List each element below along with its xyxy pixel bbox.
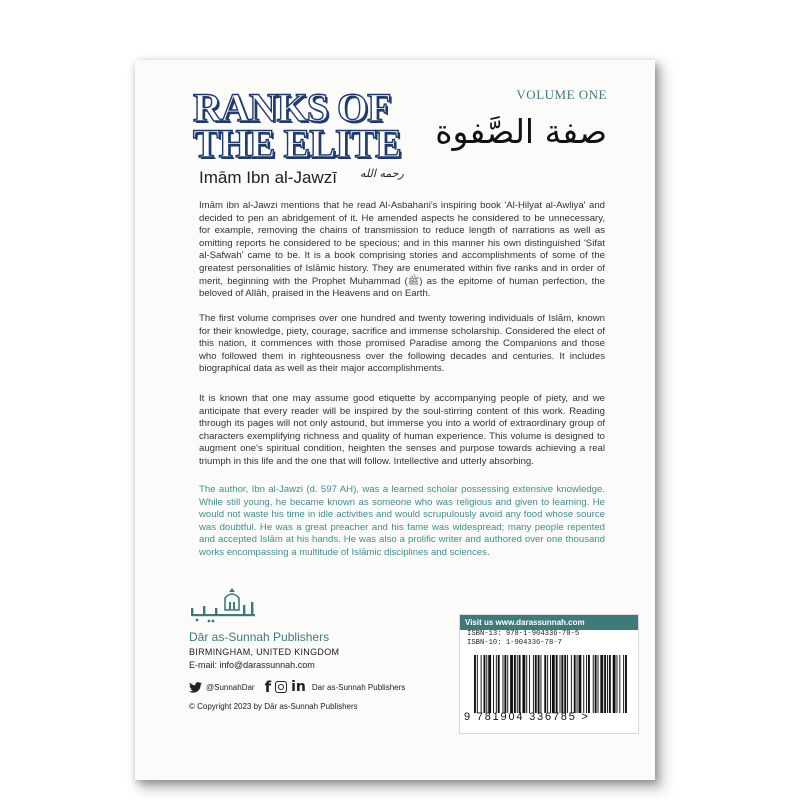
barcode-panel [459, 614, 639, 734]
description-paragraph-2: The first volume comprises over one hundred and twenty towering individuals of Islām, known for their knowledge, piety, courage, sacrifice and immense scholarship. Considered the elect of this nation, it commences with those promised Paradise among the Companions and those who followed them in righteousness over the following decades and centuries. It includes biographical data as well as their major accomplishments. [199, 313, 605, 375]
author-bio-paragraph: The author, Ibn al-Jawzi (d. 597 AH), was a learned scholar possessing extensive knowledge. While still young, he became known as someone who was religious and given to learning. He would not waste his time in idle activities and would scrupulously avoid any food whose source was doubtful. He was a great preacher and his fame was widespread; many people repented and accepted Islām at his hands. He was also a prolific writer and authored over one thousand works encompassing a multitude of Islāmic disciplines and sciences. [199, 484, 605, 558]
publisher-email: E-mail: info@darassunnah.com [189, 660, 315, 670]
facebook-icon[interactable]: f [264, 678, 272, 696]
volume-label: VOLUME ONE [516, 87, 607, 102]
title-line-2: THE ELITE [193, 121, 401, 166]
barcode-digits: 9 781904 336785 > [464, 711, 590, 723]
title-line-1: RANKS OF [193, 85, 391, 130]
publisher-logo [185, 588, 260, 628]
publisher-location: BIRMINGHAM, UNITED KINGDOM [189, 647, 340, 657]
isbn-13: ISBN-13: 978-1-904336-78-5 [467, 630, 580, 638]
publisher-name: Dār as-Sunnah Publishers [189, 630, 330, 644]
book-back-cover [135, 60, 655, 780]
instagram-icon[interactable] [275, 681, 287, 693]
website-link[interactable]: Visit us www.darassunnah.com [460, 615, 638, 630]
twitter-handle[interactable]: @SunnahDar [206, 682, 255, 692]
description-paragraph-3: It is known that one may assume good etiquette by accompanying people of piety, and we anticipate that every reader will be inspired by the soul-stirring content of this work. Reading through its pages will not only astound, but immerse you into a world of extraordinary group of characters exemplifying richness and quality of human experience. This volume is designed to augment one's spiritual condition, heighten the senses and purpose towards achieving a real triumph in this life and the one that will follow. Intellective and utterly absorbing. [199, 393, 605, 467]
social-account-name[interactable]: Dar as-Sunnah Publishers [311, 682, 406, 692]
author-honorific: رحمه الله [360, 167, 404, 180]
isbn-10: ISBN-10: 1-904336-78-7 [467, 639, 562, 647]
arabic-title: صفة الصَّفوة [435, 112, 607, 151]
author-name: Imām Ibn al-Jawzī [199, 168, 337, 187]
description-paragraph-1: Imām ibn al-Jawzi mentions that he read Al-Asbahani's inspiring book 'Al-Ḥilyat al-Awliya' and decided to pen an abridgement of it. He amended aspects he considered to be unnecessary, for example, removing the chains of transmission to reduce length of narrations as well as omitting reports he considered to be specious; and in this manner his own distinguished 'Ṣifat al-Ṣafwah' came to be. It is a book comprising stories and accomplishments of some of the greatest personalities of Islāmic history. They are enumerated within five ranks and in order of merit, beginning with the Prophet Muḥammad (ﷺ) as the epitome of human perfection, the beloved of Allāh, praised in the Heavens and on Earth. [199, 200, 605, 300]
book-title [193, 85, 443, 166]
social-links [189, 678, 405, 696]
twitter-icon[interactable] [189, 682, 202, 693]
linkedin-icon[interactable]: in [291, 679, 306, 695]
copyright-notice: © Copyright 2023 by Dār as-Sunnah Publishers [189, 702, 358, 711]
barcode-image [470, 655, 630, 713]
